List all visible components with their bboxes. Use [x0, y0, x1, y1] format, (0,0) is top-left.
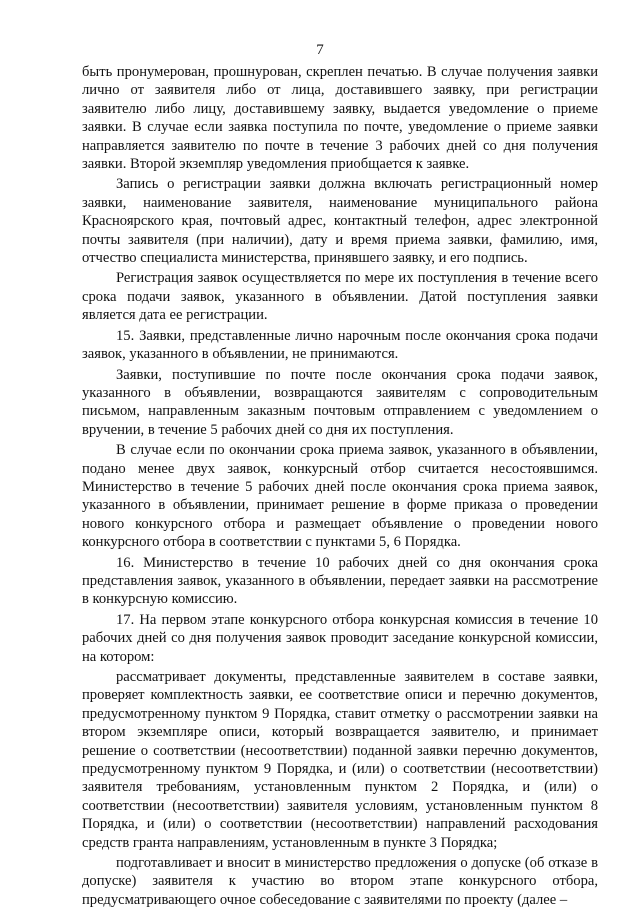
- paragraph-item-16: 16. Министерство в течение 10 рабочих дней со дня окончания срока представления заявок, указанного в объявлении, передает заявки на рассмотрение в конкурсную комиссию.: [82, 554, 598, 608]
- paragraph-review-documents: рассматривает документы, представленные заявителем в составе заявки, проверяет комплектность заявки, ее соответствие описи и перечню документов, предусмотренному пунктом 9 Порядка, ставит отметку о рассмотрении заявки на втором экземпляре описи, который возвращается заявителю, и принимает решение о соответствии (несоответствии) поданной заявки перечню документов, предусмотренному пунктом 9 Порядка, и (или) о соответствии (несоответствии) заявителя требованиям, установленным пунктом 2 Порядка, и (или) о соответствии (несоответствии) заявителя условиям, установленным пунктом 8 Порядка, и (или) о соответствии (несоответствии) направлений расходования средств гранта направлениям, установленным в пункте 3 Порядка;: [82, 669, 598, 851]
- paragraph-registration-order: Регистрация заявок осуществляется по мере их поступления в течение всего срока подачи заявок, указанного в объявлении. Датой поступления заявки является дата ее регистрации.: [82, 270, 598, 324]
- paragraph-admission-proposals: подготавливает и вносит в министерство предложения о допуске (об отказе в допуске) заявителя к участию во втором этапе конкурсного отбора, предусматривающего очное собеседование с заявителями по проекту (далее –: [82, 855, 598, 908]
- paragraph-late-mail: Заявки, поступившие по почте после окончания срока подачи заявок, указанного в объявлении, возвращаются заявителям с сопроводительным письмом, направленным заказным почтовым отправлением с уведомлением о вручении, в течение 5 рабочих дней со дня их поступления.: [82, 366, 598, 438]
- paragraph-failed-selection: В случае если по окончании срока приема заявок, указанного в объявлении, подано менее двух заявок, конкурсный отбор считается несостоявшимся. Министерство в течение 5 рабочих дней после окончания срока приема заявок, указанного в объявлении, принимает решение в форме приказа о проведении нового конкурсного отбора и размещает объявление о проведении нового конкурсного отбора в соответствии с пунктами 5, 6 Порядка.: [82, 442, 598, 551]
- page-number: 7: [316, 42, 324, 58]
- document-body: [82, 63, 598, 911]
- paragraph-item-15: 15. Заявки, представленные лично нарочным после окончания срока подачи заявок, указанного в объявлении, не принимаются.: [82, 327, 598, 363]
- paragraph-continuation: быть пронумерован, прошнурован, скреплен печатью. В случае получения заявки лично от заявителя либо от лица, доставившего заявку, при регистрации заявителю либо лицу, доставившему заявку, выдается уведомление о приеме заявки. В случае если заявка поступила по почте, уведомление о приеме заявки направляется заявителю по почте в течение 3 рабочих дней со дня получения заявки. Второй экземпляр уведомления приобщается к заявке.: [82, 64, 598, 173]
- paragraph-item-17: 17. На первом этапе конкурсного отбора конкурсная комиссия в течение 10 рабочих дней со дня получения заявок проводит заседание конкурсной комиссии, на котором:: [82, 611, 598, 665]
- paragraph-registration-record: Запись о регистрации заявки должна включать регистрационный номер заявки, наименование заявителя, наименование муниципального района Красноярского края, почтовый адрес, контактный телефон, адрес электронной почты заявителя (при наличии), дату и время приема заявки, фамилию, имя, отчество специалиста министерства, принявшего заявку, и его подпись.: [82, 176, 598, 267]
